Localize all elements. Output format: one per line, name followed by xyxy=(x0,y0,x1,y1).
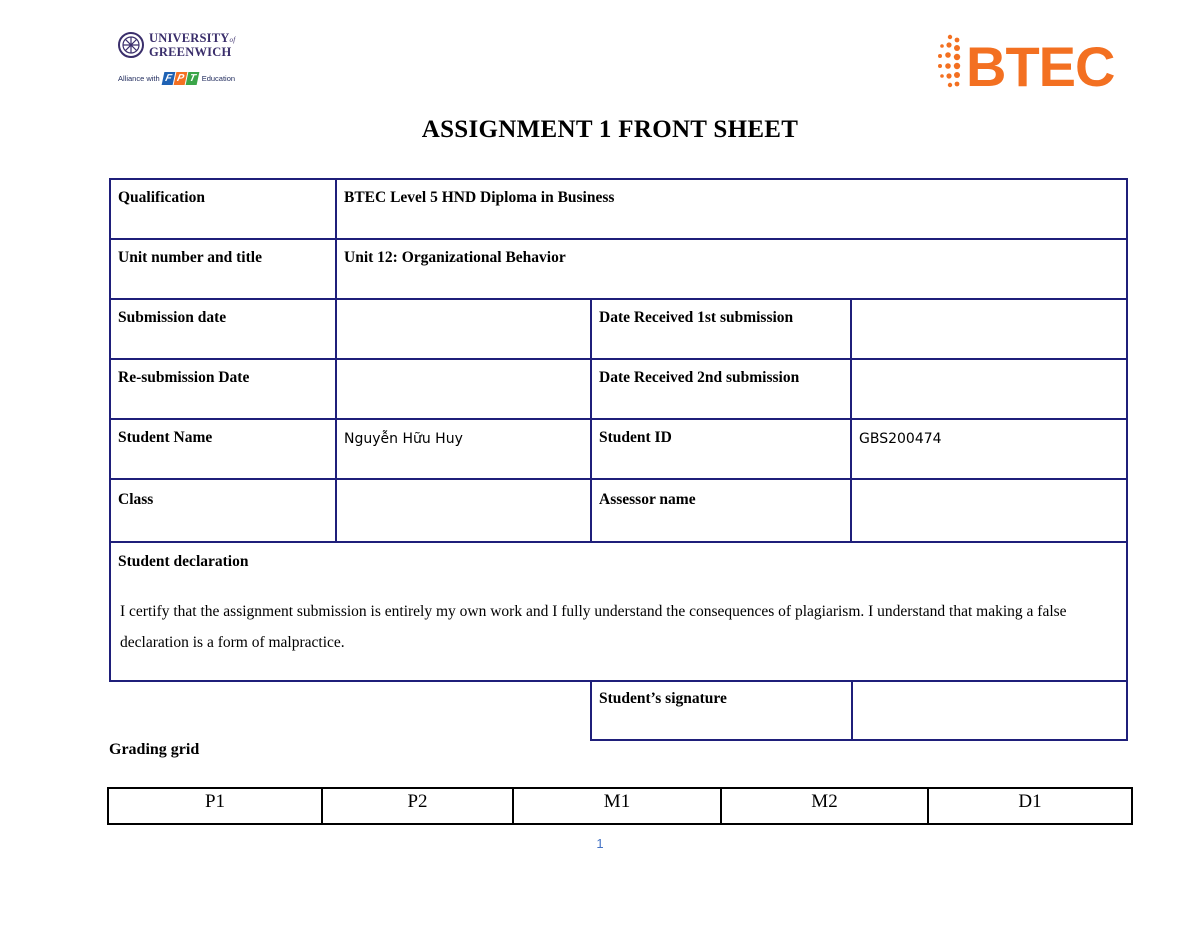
fpt-logo: F P T xyxy=(163,72,199,85)
resubmission-date-label: Re-submission Date xyxy=(118,369,250,386)
unit-label: Unit number and title xyxy=(118,249,262,266)
student-id-label: Student ID xyxy=(599,429,672,446)
svg-text:BTEC: BTEC xyxy=(966,35,1115,92)
grade-column-p2: P2 xyxy=(321,789,512,823)
submission-date-label: Submission date xyxy=(118,309,227,326)
qualification-value: BTEC Level 5 HND Diploma in Business xyxy=(344,189,615,206)
university-name: UNIVERSITYof GREENWICH xyxy=(149,31,236,59)
signature-row xyxy=(590,681,1128,741)
date-received-2-label: Date Received 2nd submission xyxy=(599,369,800,386)
grading-grid-title: Grading grid xyxy=(109,741,200,758)
grading-grid xyxy=(107,787,1133,825)
assessor-label: Assessor name xyxy=(599,491,696,508)
university-seal-icon xyxy=(118,32,144,58)
grade-column-m1: M1 xyxy=(512,789,720,823)
grade-column-m2: M2 xyxy=(720,789,927,823)
page-title: ASSIGNMENT 1 FRONT SHEET xyxy=(421,116,799,143)
greenwich-logo xyxy=(118,32,248,92)
declaration-label: Student declaration xyxy=(118,553,249,570)
alliance-line: Alliance with F P T Education xyxy=(118,73,236,84)
student-name-label: Student Name xyxy=(118,429,213,446)
class-label: Class xyxy=(118,491,154,508)
page-number: 1 xyxy=(596,836,604,851)
student-id-value[interactable]: GBS200474 xyxy=(859,431,942,447)
btec-logo xyxy=(936,34,1122,92)
front-sheet-table xyxy=(109,178,1128,682)
grade-column-d1: D1 xyxy=(927,789,1131,823)
grade-column-p1: P1 xyxy=(204,791,226,812)
qualification-label: Qualification xyxy=(118,189,205,206)
declaration-text: I certify that the assignment submission is entirely my own work and I fully understand the consequences of plagiarism. I understand that making a false declaration is a form of malpractice. xyxy=(120,603,1067,651)
signature-label: Student’s signature xyxy=(599,690,727,707)
student-name-value[interactable]: Nguyễn Hữu Huy xyxy=(344,431,463,447)
date-received-1-label: Date Received 1st submission xyxy=(599,309,794,326)
unit-value: Unit 12: Organizational Behavior xyxy=(344,249,566,266)
